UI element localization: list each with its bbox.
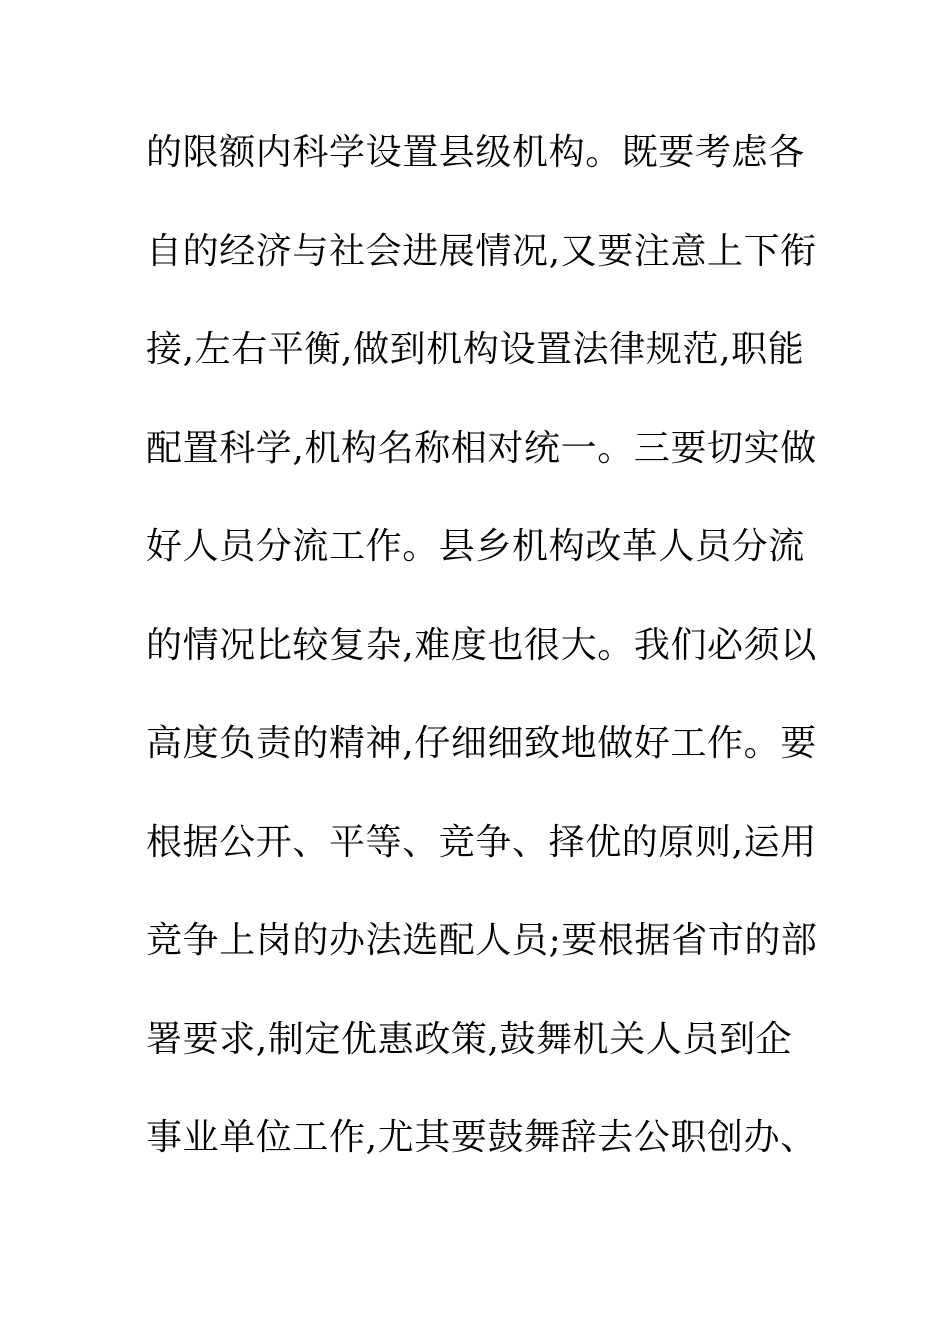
body-text bbox=[146, 124, 816, 1208]
text-line-1: 的限额内科学设置县级机构。既要考虑各 bbox=[146, 132, 805, 173]
text-line-5: 好人员分流工作。县乡机构改革人员分流 bbox=[146, 526, 805, 567]
text-line-2: 自的经济与社会进展情况,又要注意上下衔 bbox=[146, 230, 817, 272]
text-line-10: 署要求,制定优惠政策,鼓舞机关人员到企 bbox=[146, 1018, 793, 1060]
text-line-7: 高度负责的精神,仔细细致地做好工作。要 bbox=[146, 723, 817, 764]
text-line-11: 事业单位工作,尤其要鼓舞辞去公职创办、 bbox=[146, 1117, 817, 1158]
text-line-9: 竞争上岗的办法选配人员;要根据省市的部 bbox=[146, 920, 818, 961]
text-line-8: 根据公开、平等、竞争、择优的原则,运用 bbox=[146, 821, 817, 863]
text-line-4: 配置科学,机构名称相对统一。三要切实做 bbox=[146, 427, 817, 469]
text-line-6: 的情况比较复杂,难度也很大。我们必须以 bbox=[146, 624, 817, 666]
text-line-3: 接,左右平衡,做到机构设置法律规范,职能 bbox=[146, 329, 805, 370]
